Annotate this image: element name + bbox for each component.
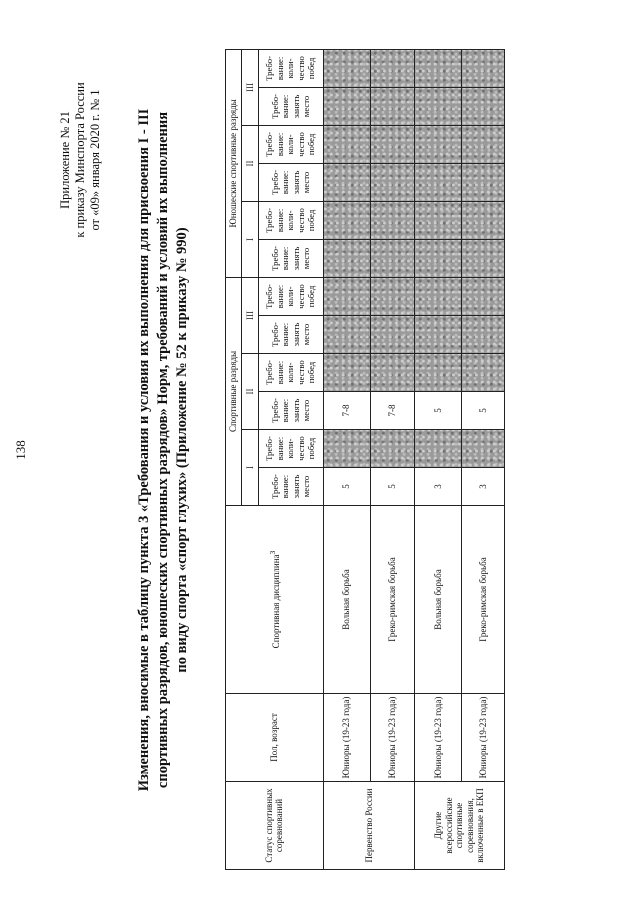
header-req-place: Требо-вание: занять место [258,239,323,277]
appendix-line-2: к приказу Минспорта России [73,82,87,238]
shaded-cell [323,125,370,163]
header-req-wins: Требо-вание: коли-чество побед [258,354,323,392]
discipline-cell: Вольная борьба [323,506,370,694]
document-title [135,35,192,865]
rank-ii-place-cell: 7-8 [370,392,415,430]
shaded-cell [323,87,370,125]
shaded-cell [370,430,415,468]
page-number: 138 [13,440,28,460]
shaded-cell [370,125,415,163]
header-req-wins: Требо-вание: коли-чество побед [258,201,323,239]
status-cell: Другие всероссийские спортивные соревнования, включенные в ЕКП [415,782,505,870]
discipline-cell: Греко-римская борьба [462,506,505,694]
header-req-place: Требо-вание: занять место [258,392,323,430]
shaded-cell [415,87,462,125]
shaded-cell [323,354,370,392]
shaded-cell [370,354,415,392]
header-req-wins: Требо-вание: коли-чество побед [258,430,323,468]
rank-i-place-cell: 5 [323,468,370,506]
shaded-cell [370,87,415,125]
header-sport-rank-i: I [242,430,258,506]
gender-age-cell: Юниоры (19-23 года) [462,694,505,782]
shaded-cell [415,201,462,239]
shaded-cell [370,201,415,239]
header-req-wins: Требо-вание: коли-чество побед [258,49,323,87]
header-sport-ranks: Спортивные разряды [226,277,242,505]
header-req-place: Требо-вание: занять место [258,468,323,506]
shaded-cell [415,277,462,315]
rank-i-place-cell: 5 [370,468,415,506]
shaded-cell [323,277,370,315]
rank-ii-place-cell: 5 [415,392,462,430]
discipline-cell: Вольная борьба [415,506,462,694]
table-row [415,49,462,869]
header-req-place: Требо-вание: занять место [258,163,323,201]
shaded-cell [462,201,505,239]
gender-age-cell: Юниоры (19-23 года) [370,694,415,782]
shaded-cell [462,87,505,125]
shaded-cell [370,277,415,315]
shaded-cell [323,49,370,87]
shaded-cell [323,430,370,468]
shaded-cell [462,354,505,392]
shaded-cell [462,239,505,277]
shaded-cell [415,163,462,201]
table-row [370,49,415,869]
shaded-cell [415,239,462,277]
rank-i-place-cell: 3 [415,468,462,506]
header-discipline [226,506,324,694]
header-discipline-label: Спортивная дисциплина [270,554,281,649]
header-req-place: Требо-вание: занять место [258,316,323,354]
shaded-cell [462,163,505,201]
header-youth-rank-i: I [242,201,258,277]
shaded-cell [462,125,505,163]
appendix-line-1: Приложение № 21 [58,111,72,209]
header-status: Статус спортивных соревнований [226,782,324,870]
shaded-cell [462,49,505,87]
title-line-1: Изменения, вносимые в таблицу пункта 3 «Требования и условия их выполнения для присвоения I - III [136,108,152,792]
shaded-cell [462,277,505,315]
appendix-header [58,50,103,270]
status-cell: Первенство России [323,782,415,870]
shaded-cell [323,201,370,239]
shaded-cell [415,430,462,468]
shaded-cell [462,316,505,354]
shaded-cell [370,316,415,354]
header-sport-rank-ii: II [242,354,258,430]
shaded-cell [370,239,415,277]
rank-i-place-cell: 3 [462,468,505,506]
header-req-place: Требо-вание: занять место [258,87,323,125]
header-req-wins: Требо-вание: коли-чество побед [258,125,323,163]
table-row [462,49,505,869]
shaded-cell [462,430,505,468]
header-youth-rank-iii: III [242,49,258,125]
header-gender-age: Пол, возраст [226,694,324,782]
shaded-cell [415,49,462,87]
shaded-cell [415,354,462,392]
title-line-3: по виду спорта «спорт глухих» (Приложение № 52 к приказу № 990) [174,227,190,673]
rank-ii-place-cell: 5 [462,392,505,430]
header-row-1 [226,49,242,869]
gender-age-cell: Юниоры (19-23 года) [415,694,462,782]
requirements-table [225,49,505,870]
shaded-cell [415,125,462,163]
header-youth-rank-ii: II [242,125,258,201]
rank-ii-place-cell: 7-8 [323,392,370,430]
shaded-cell [370,49,415,87]
shaded-cell [323,239,370,277]
shaded-cell [323,163,370,201]
footnote-ref: 3 [267,550,277,555]
discipline-cell: Греко-римская борьба [370,506,415,694]
gender-age-cell: Юниоры (19-23 года) [323,694,370,782]
header-sport-rank-iii: III [242,277,258,353]
header-req-wins: Требо-вание: коли-чество побед [258,277,323,315]
table-row [323,49,370,869]
title-line-2: спортивных разрядов, юношеских спортивных разрядов» Норм, требований и условий их выполнения [155,111,171,789]
header-youth-ranks: Юношеские спортивные разряды [226,49,242,277]
shaded-cell [323,316,370,354]
shaded-cell [370,163,415,201]
shaded-cell [415,316,462,354]
appendix-line-3: от «09» января 2020 г. № 1 [88,89,102,231]
